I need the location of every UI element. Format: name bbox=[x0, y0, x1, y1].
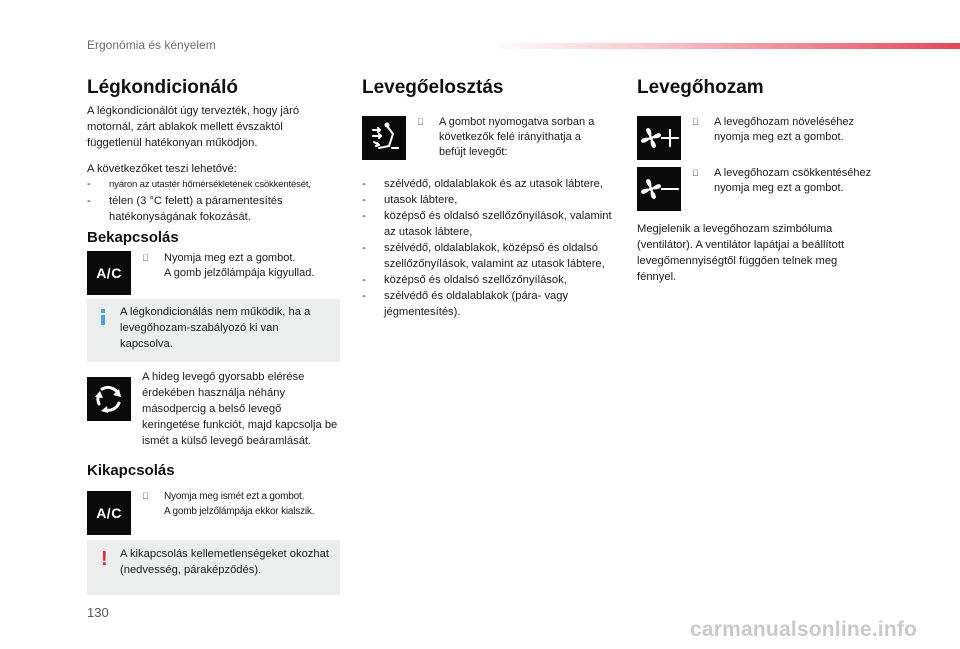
air-distribution-icon bbox=[367, 121, 401, 155]
bullet-icon bbox=[142, 251, 149, 266]
bullet-icon bbox=[692, 115, 699, 130]
ac-enables: A következőket teszi lehetővé: bbox=[87, 163, 237, 175]
ac-intro: A légkondicionálót úgy tervezték, hogy járó motornál, zárt ablakok mellett évszaktól függetlenül hatékonyan működjön. bbox=[87, 105, 300, 149]
recirculation-icon bbox=[93, 383, 125, 415]
section-title-air-distribution: Levegőelosztás bbox=[362, 77, 504, 98]
list-item: - szélvédő, oldalablakok, középső és oldalsó szellőzőnyílások, valamint az utasok lábtere, bbox=[362, 240, 617, 272]
bullet-icon bbox=[142, 489, 149, 504]
ac-warning-note: ! A kikapcsolás kellemetlenségeket okozhat (nedvesség, páraképződés). bbox=[87, 540, 340, 595]
section-title-air-flow: Levegőhozam bbox=[637, 77, 764, 98]
air-flow-description: Megjelenik a levegőhozam szimbóluma (ventilátor). A ventilátor lapátjai a beállított levegőmennyiségtől függően telnek meg fénnyel. bbox=[637, 223, 845, 283]
info-icon bbox=[101, 309, 105, 325]
list-item: - szélvédő és oldalablakok (pára- vagy jégmentesítés). bbox=[362, 288, 617, 320]
bullet-icon bbox=[692, 166, 699, 181]
air-flow-increase-button[interactable] bbox=[637, 116, 681, 160]
ac-off-bullet: Nyomja meg ismét ezt a gombot. A gomb jelzőlámpája ekkor kialszik. bbox=[142, 489, 347, 523]
air-distribution-bullet: A gombot nyomogatva sorban a következők felé irányíthatja a befújt levegőt: bbox=[417, 115, 607, 163]
list-item: - középső és oldalsó szellőzőnyílások, valamint az utasok lábtere, bbox=[362, 208, 617, 240]
ac-button-label: A/C bbox=[96, 265, 122, 281]
warning-icon: ! bbox=[101, 548, 108, 570]
header-accent-bar bbox=[490, 43, 960, 49]
header-title: Ergonómia és kényelem bbox=[87, 38, 216, 52]
ac-enable-list bbox=[87, 176, 345, 225]
fan-minus-icon bbox=[639, 174, 679, 204]
list-item: - utasok lábtere, bbox=[362, 192, 617, 208]
list-item: - középső és oldalsó szellőzőnyílások, bbox=[362, 272, 617, 288]
recirculation-button[interactable] bbox=[87, 377, 131, 421]
list-item: - télen (3 °C felett) a páramentesítés hatékonyságának fokozását. bbox=[87, 193, 345, 225]
ac-off-button[interactable] bbox=[87, 491, 131, 535]
ac-on-button[interactable] bbox=[87, 251, 131, 295]
fan-plus-icon bbox=[639, 123, 679, 153]
sub-title-switch-on: Bekapcsolás bbox=[87, 229, 179, 246]
section-title-air-conditioning: Légkondicionáló bbox=[87, 77, 238, 98]
bullet-icon bbox=[417, 115, 424, 130]
recirculation-text: A hideg levegő gyorsabb elérése érdekében használja néhány másodpercig a belső levegő keringetése funkciót, majd kapcsolja be ismét a külső levegő beáramlását. bbox=[142, 371, 338, 447]
air-flow-decrease-bullet: A levegőhozam csökkentéséhez nyomja meg ezt a gombot. bbox=[692, 166, 897, 200]
list-item: - szélvédő, oldalablakok és az utasok lábtere, bbox=[362, 176, 617, 192]
list-item: - nyáron az utastér hőmérsékletének csökkentését, bbox=[87, 176, 345, 193]
air-flow-increase-bullet: A levegőhozam növeléséhez nyomja meg ezt a gombot. bbox=[692, 115, 882, 149]
air-distribution-list bbox=[362, 176, 617, 320]
air-flow-decrease-button[interactable] bbox=[637, 167, 681, 211]
ac-info-note: A légkondicionálás nem működik, ha a levegőhozam-szabályozó ki van kapcsolva. bbox=[87, 299, 340, 362]
sub-title-switch-off: Kikapcsolás bbox=[87, 462, 175, 479]
ac-on-bullet: Nyomja meg ezt a gombot. A gomb jelzőlámpája kigyullad. bbox=[142, 251, 342, 285]
watermark: carmanualsonline.info bbox=[690, 618, 918, 641]
page-number: 130 bbox=[87, 605, 109, 620]
ac-button-label: A/C bbox=[96, 505, 122, 521]
air-distribution-button[interactable] bbox=[362, 116, 406, 160]
